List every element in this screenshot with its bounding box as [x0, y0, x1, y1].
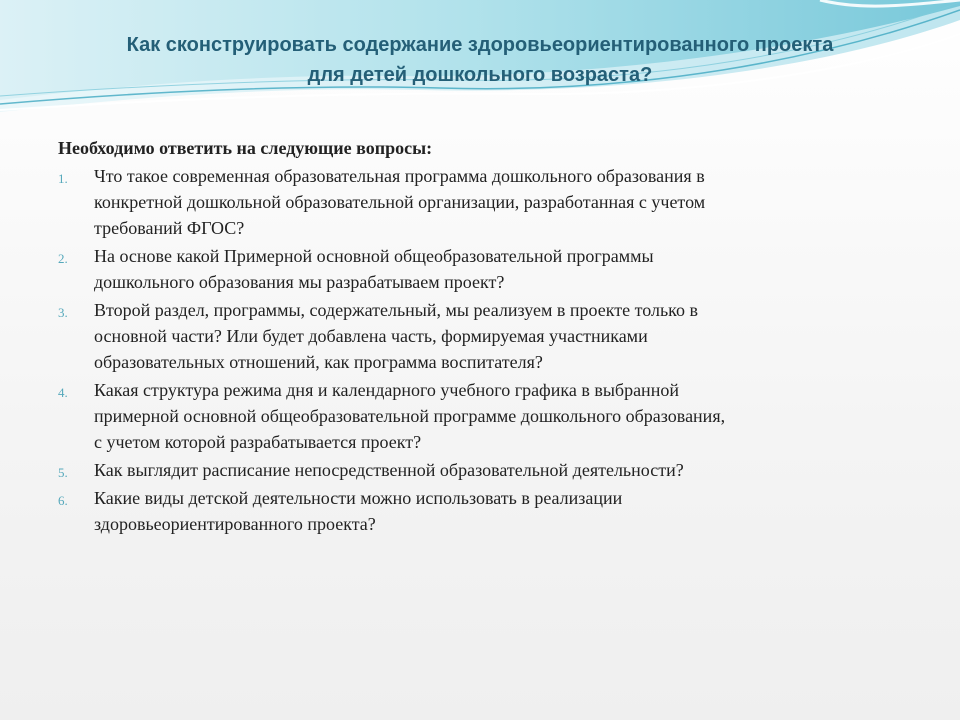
slide-body — [58, 135, 918, 539]
question-text-line: примерной основной общеобразовательной программе дошкольного образования, — [94, 406, 726, 426]
question-item — [58, 297, 918, 375]
question-number: 4. — [58, 385, 68, 400]
lead-text: Необходимо ответить на следующие вопросы: — [58, 138, 433, 158]
question-number: 6. — [58, 493, 68, 508]
question-item — [58, 485, 918, 537]
question-text-line: требований ФГОС? — [94, 218, 245, 238]
question-item — [58, 243, 918, 295]
question-number: 3. — [58, 305, 68, 320]
title-line-1: Как сконструировать содержание здоровьеориентированного проекта — [126, 34, 834, 56]
question-text-line: На основе какой Примерной основной общеобразовательной программы — [94, 246, 654, 266]
question-number: 2. — [58, 251, 68, 266]
question-text-line: образовательных отношений, как программа воспитателя? — [94, 352, 543, 372]
question-text-line: основной части? Или будет добавлена часть, формируемая участниками — [94, 326, 648, 346]
question-text-line: Второй раздел, программы, содержательный, мы реализуем в проекте только в — [94, 300, 698, 320]
question-text-line: Как выглядит расписание непосредственной образовательной деятельности? — [94, 460, 684, 480]
question-text-line: с учетом которой разрабатывается проект? — [94, 432, 422, 452]
question-text-line: Какие виды детской деятельности можно использовать в реализации — [94, 488, 623, 508]
question-text-line: дошкольного образования мы разрабатываем проект? — [94, 272, 505, 292]
question-number: 5. — [58, 465, 68, 480]
questions-list — [58, 163, 918, 537]
slide-title — [40, 30, 920, 90]
question-text-line: конкретной дошкольной образовательной организации, разработанная с учетом — [94, 192, 706, 212]
question-number: 1. — [58, 171, 68, 186]
question-item — [58, 377, 918, 455]
question-text-line: Что такое современная образовательная программа дошкольного образования в — [94, 166, 705, 186]
question-text-line: здоровьеориентированного проекта? — [94, 514, 376, 534]
question-item — [58, 457, 918, 483]
title-line-2: для детей дошкольного возраста? — [307, 64, 653, 86]
question-text-line: Какая структура режима дня и календарного учебного графика в выбранной — [94, 380, 679, 400]
question-item — [58, 163, 918, 241]
